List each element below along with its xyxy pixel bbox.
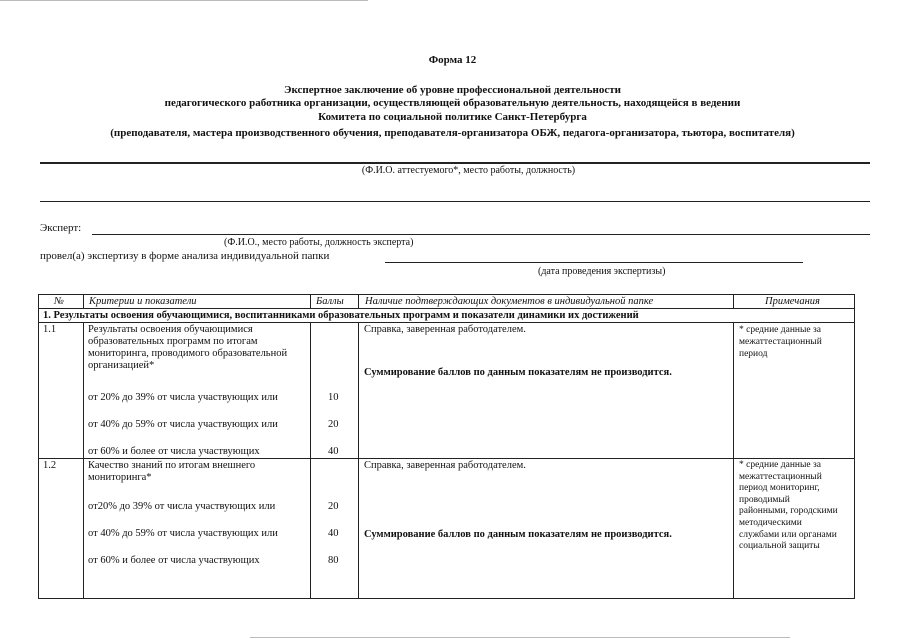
row1-points-3: 40 (328, 446, 339, 457)
header-criteria: Критерии и показатели (89, 296, 197, 307)
col-sep-2 (310, 322, 311, 599)
row1-criteria: Результаты освоения обучающимися образовательных программ по итогам мониторинга, проводимого образовательной организацией* (88, 324, 288, 371)
row1-num: 1.1 (43, 324, 57, 335)
row2-option-2: от 40% до 59% от числа участвующих или (88, 528, 278, 539)
row2-option-3: от 60% и более от числа участвующих (88, 555, 260, 566)
row2-option-1: от20% до 39% от числа участвующих или (88, 501, 276, 512)
header-points: Баллы (316, 296, 344, 307)
row2-doc-certificate: Справка, заверенная работодателем. (364, 460, 526, 471)
title-line-4: (преподавателя, мастера производственного обучения, преподавателя-организатора ОБЖ, педагога-организатора, тьютора, воспитателя) (110, 127, 795, 139)
row1-note: * средние данные за межаттестационный период (739, 325, 822, 359)
date-caption: (дата проведения экспертизы) (538, 266, 666, 277)
table-header-border (38, 308, 855, 309)
fio-caption: (Ф.И.О. аттестуемого*, место работы, должность) (361, 165, 576, 176)
fio-line-2 (40, 201, 870, 202)
table-left-border (38, 294, 39, 599)
col-sep-1-h (83, 294, 84, 308)
form-number: Форма 12 (428, 54, 477, 66)
expert-line (92, 234, 870, 235)
col-sep-4 (733, 322, 734, 599)
row2-criteria: Качество знаний по итогам внешнего мониторинга* (88, 460, 256, 483)
table-right-border (854, 294, 855, 599)
row2-doc-note: Суммирование баллов по данным показателям не производится. (364, 529, 672, 540)
row1-option-1: от 20% до 39% от числа участвующих или (88, 392, 278, 403)
row1-option-3: от 60% и более от числа участвующих (88, 446, 260, 457)
title-line-3: Комитета по социальной политике Санкт-Петербурга (318, 111, 587, 123)
title-line-2: педагогического работника организации, осуществляющей образовательную деятельность, находящейся в ведении (164, 97, 741, 109)
header-num: № (54, 296, 64, 307)
col-sep-3 (358, 322, 359, 599)
header-notes: Примечания (765, 296, 820, 307)
col-sep-4-h (733, 294, 734, 308)
expert-caption: (Ф.И.О., место работы, должность эксперта) (224, 237, 414, 248)
row2-num: 1.2 (43, 460, 57, 471)
row2-points-1: 20 (328, 501, 339, 512)
expertise-date-line (385, 262, 803, 263)
title-line-1: Экспертное заключение об уровне профессиональной деятельности (284, 84, 621, 96)
section-1-title: 1. Результаты освоения обучающимися, воспитанниками образовательных программ и показатели динамики их достижений (43, 310, 639, 321)
col-sep-2-h (310, 294, 311, 308)
row2-points-2: 40 (328, 528, 339, 539)
row1-doc-note: Суммирование баллов по данным показателям не производится. (364, 367, 672, 378)
expertise-label: провел(а) экспертизу в форме анализа индивидуальной папки (40, 250, 330, 262)
scan-mark-top (0, 0, 368, 1)
row1-points-1: 10 (328, 392, 339, 403)
row1-points-2: 20 (328, 419, 339, 430)
row1-option-2: от 40% до 59% от числа участвующих или (88, 419, 278, 430)
row2-points-3: 80 (328, 555, 339, 566)
fio-line (40, 162, 870, 164)
row2-note: * средние данные за межаттестационный период мониторинг, проводимый районными, городскими методическими службами или органами социальной защиты (739, 460, 838, 552)
row1-doc-certificate: Справка, заверенная работодателем. (364, 324, 526, 335)
col-sep-3-h (358, 294, 359, 308)
expert-label: Эксперт: (40, 222, 82, 234)
scan-mark-bottom (250, 637, 790, 638)
col-sep-1 (83, 322, 84, 599)
header-docs: Наличие подтверждающих документов в индивидуальной папке (365, 296, 654, 307)
